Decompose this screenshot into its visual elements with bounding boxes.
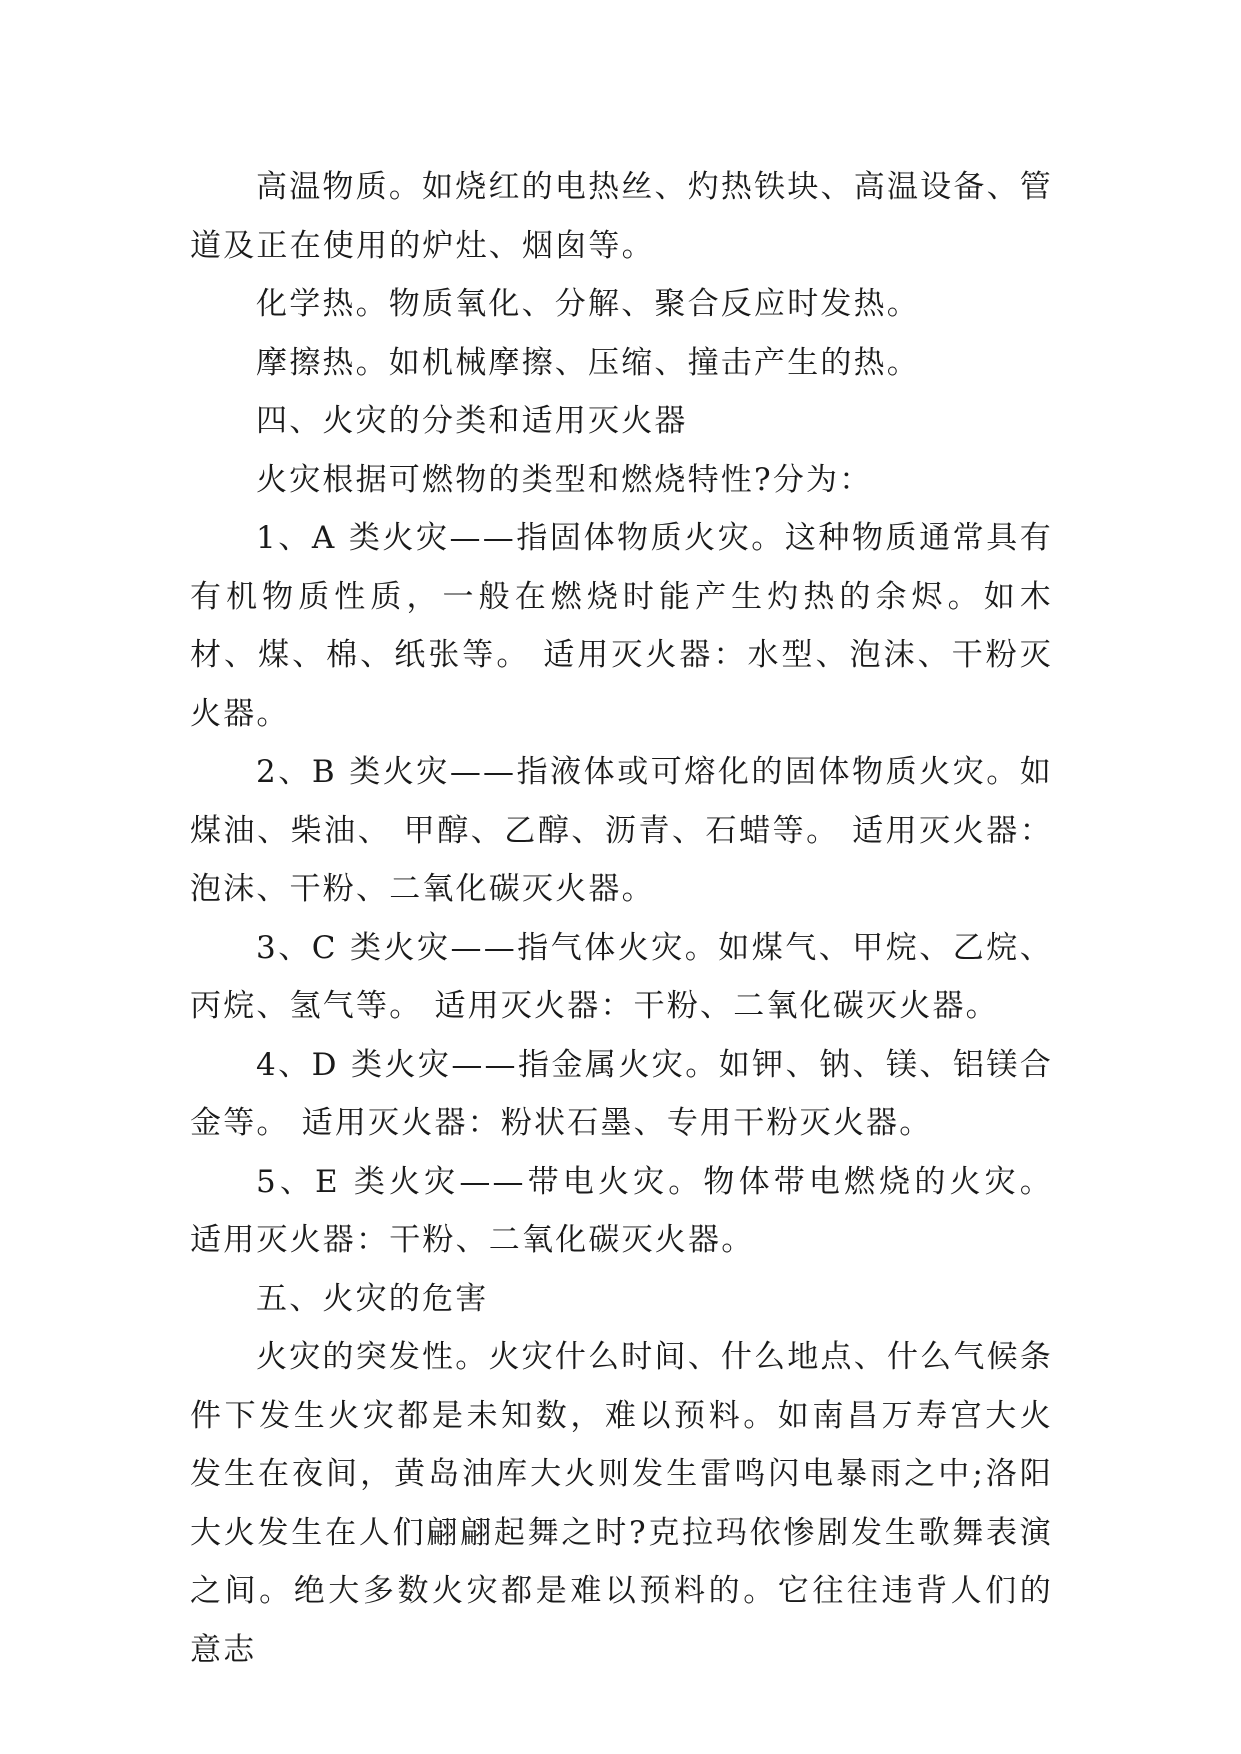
paragraph-fire-suddenness: 火灾的突发性。火灾什么时间、什么地点、什么气候条件下发生火灾都是未知数，难以预料。如南昌万寿宫大火发生在夜间，黄岛油库大火则发生雷鸣闪电暴雨之中;洛阳大火发生在人们翩翩起舞之时?克拉玛依惨剧发生歌舞表演之间。绝大多数火灾都是难以预料的。它往往违背人们的意志 xyxy=(190,1339,1053,1668)
paragraph-high-temp-substances: 高温物质。如烧红的电热丝、灼热铁块、高温设备、管道及正在使用的炉灶、烟囱等。 xyxy=(190,169,1053,264)
list-item-class-b: 2、B 类火灾——指液体或可熔化的固体物质火灾。如煤油、柴油、 甲醇、乙醇、沥青、石蜡等。 适用灭火器：泡沫、干粉、二氧化碳灭火器。 xyxy=(190,754,1053,907)
body-text xyxy=(190,158,1053,1679)
list-item-class-e: 5、E 类火灾——带电火灾。物体带电燃烧的火灾。 适用灭火器：干粉、二氧化碳灭火器。 xyxy=(190,1163,1053,1258)
paragraph-friction-heat: 摩擦热。如机械摩擦、压缩、撞击产生的热。 xyxy=(256,344,920,381)
paragraph-classification-intro: 火灾根据可燃物的类型和燃烧特性?分为： xyxy=(256,461,873,498)
list-item-class-d: 4、D 类火灾——指金属火灾。如钾、钠、镁、铝镁合金等。 适用灭火器：粉状石墨、专用干粉灭火器。 xyxy=(190,1046,1053,1141)
paragraph-chemical-heat: 化学热。物质氧化、分解、聚合反应时发热。 xyxy=(256,286,920,322)
section-heading-fire-classification: 四、火灾的分类和适用灭火器 xyxy=(256,403,688,439)
section-heading-fire-hazards: 五、火灾的危害 xyxy=(256,1280,489,1317)
list-item-class-a: 1、A 类火灾——指固体物质火灾。这种物质通常具有有机物质性质，一般在燃烧时能产生灼热的余烬。如木材、煤、棉、纸张等。 适用灭火器：水型、泡沫、干粉灭火器。 xyxy=(190,520,1053,732)
list-item-class-c: 3、C 类火灾——指气体火灾。如煤气、甲烷、乙烷、丙烷、氢气等。 适用灭火器：干粉、二氧化碳灭火器。 xyxy=(190,929,1053,1024)
